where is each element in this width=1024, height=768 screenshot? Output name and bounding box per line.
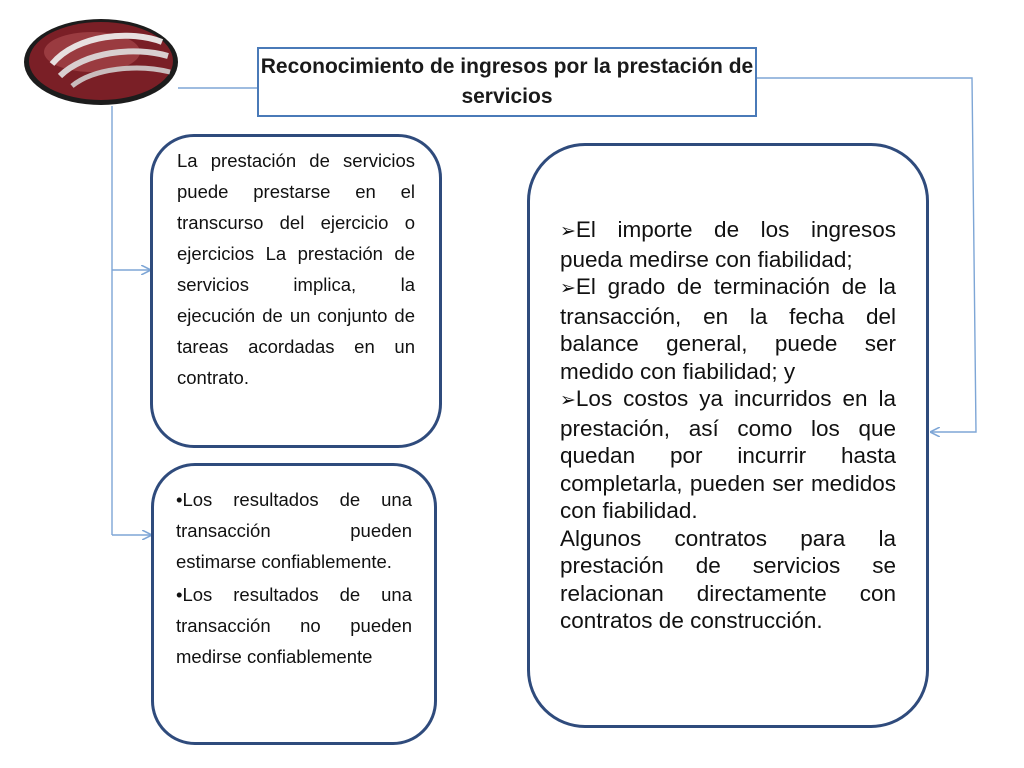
arrow-bullet-icon: ➢	[560, 278, 576, 299]
criteria-item: ➢El grado de terminación de la transacción, en la fecha del balance general, puede ser medido con fiabilidad; y	[560, 274, 896, 384]
arrow-bullet-icon: ➢	[560, 390, 576, 411]
oval-emblem-icon	[22, 14, 180, 108]
criteria-item: ➢El importe de los ingresos pueda medirse con fiabilidad;	[560, 217, 896, 272]
criteria-item: ➢Los costos ya incurridos en la prestación, así como los que quedan por incurrir hasta completarla, pueden ser medidos con fiabilidad.	[560, 386, 896, 523]
diagram-title	[257, 47, 757, 117]
right-criteria-box	[527, 143, 929, 728]
arrow-bullet-icon: ➢	[560, 221, 576, 242]
left-top-box	[150, 134, 442, 448]
closing-text: Algunos contratos para la prestación de servicios se relacionan directamente con contratos de construcción.	[560, 525, 896, 633]
left-bottom-box	[151, 463, 437, 745]
list-item: •Los resultados de una transacción no pueden medirse confiablemente	[176, 584, 412, 667]
diagram-title-text: Reconocimiento de ingresos por la prestación de servicios	[260, 55, 754, 108]
left-top-box-text: La prestación de servicios puede prestarse en el transcurso del ejercicio o ejercicios La prestación de servicios implica, la ejecución de un conjunto de tareas acordadas en un contrato.	[177, 150, 415, 388]
list-item: •Los resultados de una transacción pueden estimarse confiablemente.	[176, 489, 412, 572]
